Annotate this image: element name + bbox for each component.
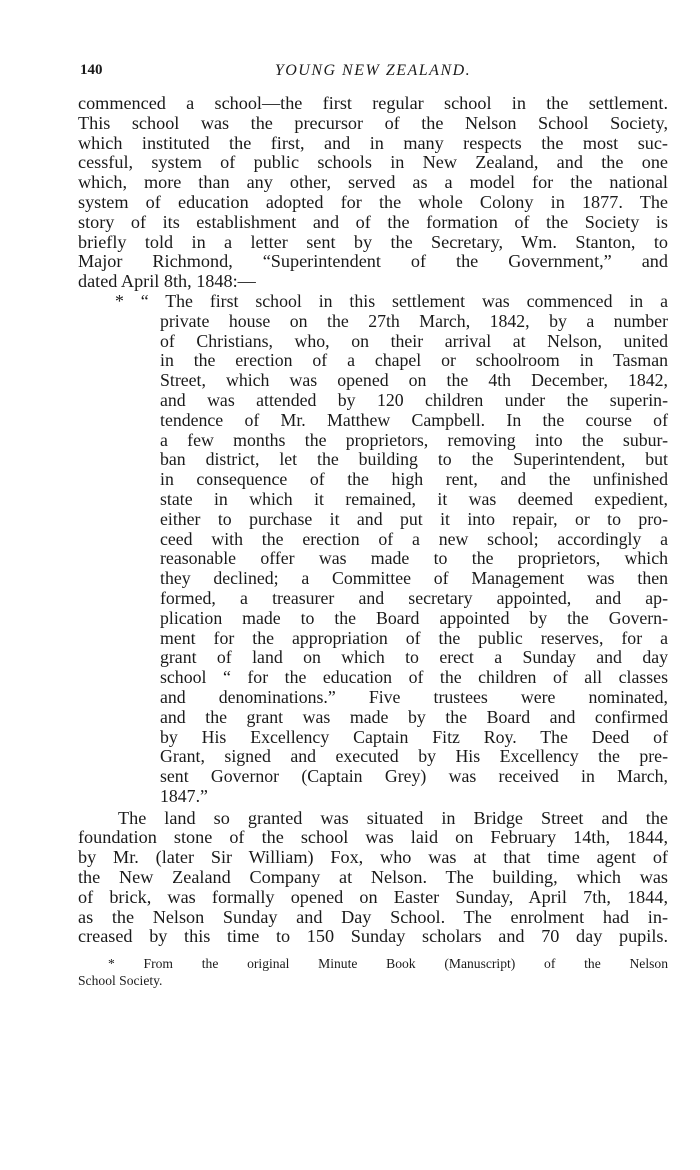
quote-line: by His Excellency Captain Fitz Roy. The Deed of: [160, 726, 668, 747]
book-page: [78, 58, 668, 989]
quote-line: they declined; a Committee of Management was then: [160, 568, 668, 589]
intro-paragraph: [78, 94, 668, 292]
text-line: by Mr. (later Sir William) Fox, who was at that time agent of: [78, 847, 668, 868]
quote-line: formed, a treasurer and secretary appointed, and ap-: [160, 587, 668, 608]
text-line: creased by this time to 150 Sunday scholars and 70 day pupils.: [78, 926, 668, 947]
footnote: [78, 955, 668, 989]
quote-line: of Christians, who, on their arrival at Nelson, united: [160, 330, 668, 351]
quote-line: tendence of Mr. Matthew Campbell. In the course of: [160, 409, 668, 430]
quote-line: grant of land on which to erect a Sunday and day: [160, 647, 668, 668]
quote-line: private house on the 27th March, 1842, by a number: [160, 310, 668, 331]
text-line: story of its establishment and of the formation of the Society is: [78, 211, 668, 232]
quote-line: 1847.”: [160, 785, 208, 806]
quote-line: sent Governor (Captain Grey) was received in March,: [160, 766, 668, 787]
text-line: of brick, was formally opened on Easter Sunday, April 7th, 1844,: [78, 886, 668, 907]
block-quote: [115, 290, 668, 807]
text-line: system of education adopted for the whole Colony in 1877. The: [78, 191, 668, 212]
text-line: which instituted the first, and in many respects the most suc-: [78, 132, 668, 153]
running-title: YOUNG NEW ZEALAND.: [274, 62, 472, 79]
quote-line: Street, which was opened on the 4th December, 1842,: [160, 370, 668, 391]
quote-line: school “ for the education of the children of all classes: [160, 667, 668, 688]
quote-line: ban district, let the building to the Superintendent, but: [160, 449, 668, 470]
footnote-line: School Society.: [78, 973, 163, 989]
text-line: Major Richmond, “Superintendent of the Government,” and: [78, 251, 668, 272]
page-number: 140: [80, 62, 103, 78]
quote-line: plication made to the Board appointed by the Govern-: [160, 607, 668, 628]
quote-line: * “ The first school in this settlement was commenced in a: [115, 290, 668, 311]
quote-line: and denominations.” Five trustees were nominated,: [160, 686, 668, 707]
text-line: cessful, system of public schools in New Zealand, and the one: [78, 152, 668, 173]
text-line: as the Nelson Sunday and Day School. The enrolment had in-: [78, 906, 668, 927]
quote-line: ceed with the erection of a new school; accordingly a: [160, 528, 668, 549]
footnote-line: * From the original Minute Book (Manuscript) of the Nelson: [108, 956, 668, 972]
quote-line: and the grant was made by the Board and confirmed: [160, 706, 668, 727]
text-line: dated April 8th, 1848:—: [78, 271, 256, 292]
quote-line: in consequence of the high rent, and the unfinished: [160, 469, 668, 490]
text-line: which, more than any other, served as a model for the national: [78, 172, 668, 193]
quote-line: a few months the proprietors, removing into the subur-: [160, 429, 668, 450]
text-line: commenced a school—the first regular school in the settlement.: [78, 93, 668, 113]
text-line: The land so granted was situated in Bridge Street and the: [118, 807, 668, 828]
text-line: the New Zealand Company at Nelson. The building, which was: [78, 867, 668, 888]
quote-line: in the erection of a chapel or schoolroom in Tasman: [160, 350, 668, 371]
quote-line: Grant, signed and executed by His Excellency the pre-: [160, 746, 668, 767]
quote-line: state in which it remained, it was deemed expedient,: [160, 488, 668, 509]
text-line: foundation stone of the school was laid on February 14th, 1844,: [78, 827, 668, 848]
text-line: This school was the precursor of the Nelson School Society,: [78, 112, 668, 133]
text-line: briefly told in a letter sent by the Secretary, Wm. Stanton, to: [78, 231, 668, 252]
quote-line: and was attended by 120 children under the superin-: [160, 389, 668, 410]
quote-line: reasonable offer was made to the proprietors, which: [160, 548, 668, 569]
quote-line: either to purchase it and put it into repair, or to pro-: [160, 508, 668, 529]
running-header: [78, 58, 668, 84]
closing-paragraph: [78, 809, 668, 948]
quote-line: ment for the appropriation of the public reserves, for a: [160, 627, 668, 648]
